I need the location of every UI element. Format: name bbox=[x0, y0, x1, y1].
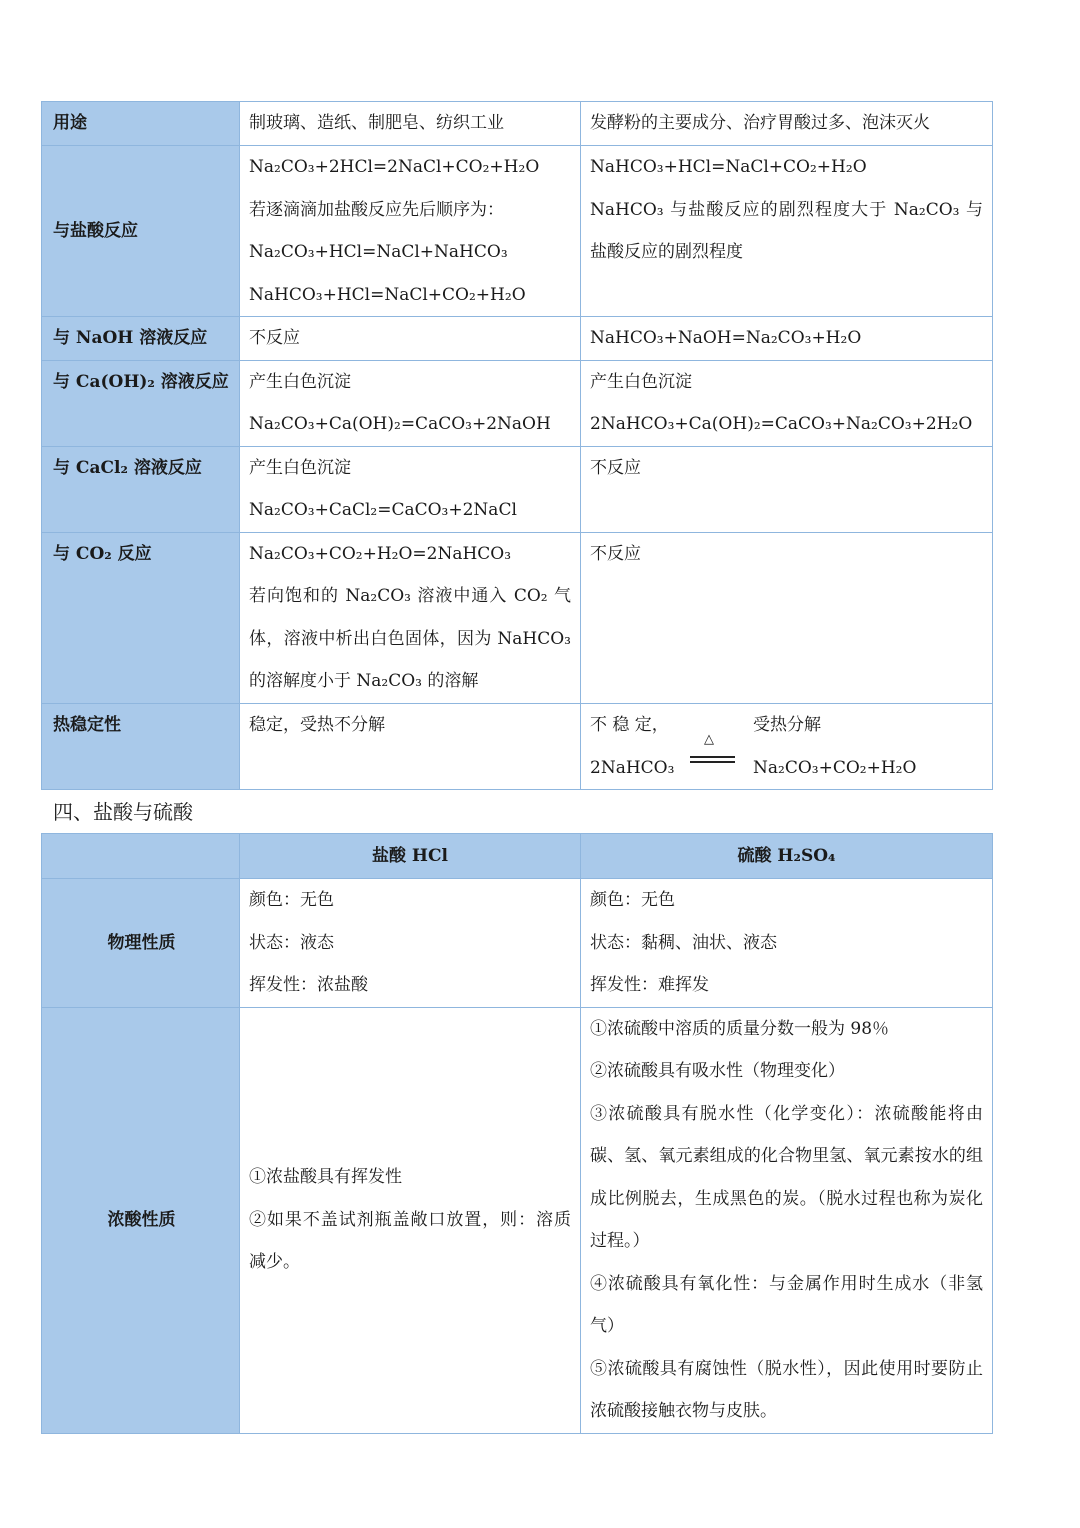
cell-left: 不反应 bbox=[240, 317, 581, 361]
table-row bbox=[42, 446, 993, 532]
cell-left: Na₂CO₃+CO₂+H₂O=2NaHCO₃ 若向饱和的 Na₂CO₃ 溶液中通入 CO₂ 气体，溶液中析出白色固体，因为 NaHCO₃ 的溶解度小于 Na₂CO₃ 的溶解 bbox=[240, 532, 581, 703]
cell-right: ①浓硫酸中溶质的质量分数一般为 98％ ②浓硫酸具有吸水性（物理变化） ③浓硫酸具有脱水性（化学变化）：浓硫酸能将由碳、氢、氧元素组成的化合物里氢、氧元素按水的组成比例脱去，生成黑色的炭。（脱水过程也称为炭化过程。） ④浓硫酸具有氧化性：与金属作用时生成水（非氢气） ⑤浓硫酸具有腐蚀性（脱水性），因此使用时要防止浓硫酸接触衣物与皮肤。 bbox=[581, 1007, 993, 1433]
row-label: 浓酸性质 bbox=[42, 1007, 240, 1433]
heat-triangle-icon: △ bbox=[704, 731, 714, 747]
header-hcl: 盐酸 HCl bbox=[240, 834, 581, 879]
cell-right: 产生白色沉淀 2NaHCO₃+Ca(OH)₂=CaCO₃+Na₂CO₃+2H₂O bbox=[581, 360, 993, 446]
header-cell-empty bbox=[42, 834, 240, 879]
row-label: 与 Ca(OH)₂ 溶液反应 bbox=[42, 360, 240, 446]
row-label: 与盐酸反应 bbox=[42, 146, 240, 317]
row-label: 热稳定性 bbox=[42, 703, 240, 789]
table-header-row bbox=[42, 834, 993, 879]
cell-left: 制玻璃、造纸、制肥皂、纺织工业 bbox=[240, 102, 581, 146]
double-equals-sign bbox=[690, 756, 735, 763]
cell-right: NaHCO₃+NaOH=Na₂CO₃+H₂O bbox=[581, 317, 993, 361]
cell-right: 发酵粉的主要成分、治疗胃酸过多、泡沫灭火 bbox=[581, 102, 993, 146]
table-row bbox=[42, 532, 993, 703]
table-row bbox=[42, 146, 993, 317]
cell-left: 产生白色沉淀 Na₂CO₃+Ca(OH)₂=CaCO₃+2NaOH bbox=[240, 360, 581, 446]
cell-right: 不反应 bbox=[581, 446, 993, 532]
decomposition-equation: 不 稳 定， 受热分解 2NaHCO₃ △ Na₂CO₃+CO₂+H₂O bbox=[590, 714, 917, 778]
cell-left: 稳定，受热不分解 bbox=[240, 703, 581, 789]
cell-left: ①浓盐酸具有挥发性 ②如果不盖试剂瓶盖敞口放置，则：溶质减少。 bbox=[240, 1007, 581, 1433]
acid-comparison-table bbox=[41, 833, 993, 1434]
table-row bbox=[42, 703, 993, 789]
cell-left: Na₂CO₃+2HCl=2NaCl+CO₂+H₂O 若逐滴滴加盐酸反应先后顺序为： Na₂CO₃+HCl=NaCl+NaHCO₃ NaHCO₃+HCl=NaCl+CO₂+H₂O bbox=[240, 146, 581, 317]
row-label: 物理性质 bbox=[42, 879, 240, 1008]
cell-right: 颜色：无色 状态：黏稠、油状、液态 挥发性：难挥发 bbox=[581, 879, 993, 1008]
cell-left: 颜色：无色 状态：液态 挥发性：浓盐酸 bbox=[240, 879, 581, 1008]
table-row bbox=[42, 360, 993, 446]
header-h2so4: 硫酸 H₂SO₄ bbox=[581, 834, 993, 879]
table-row bbox=[42, 1007, 993, 1433]
row-label: 与 NaOH 溶液反应 bbox=[42, 317, 240, 361]
sodium-carbonate-comparison-table bbox=[41, 101, 993, 790]
row-label: 与 CO₂ 反应 bbox=[42, 532, 240, 703]
cell-right: 不反应 bbox=[581, 532, 993, 703]
cell-right: NaHCO₃+HCl=NaCl+CO₂+H₂O NaHCO₃ 与盐酸反应的剧烈程度大于 Na₂CO₃ 与盐酸反应的剧烈程度 bbox=[581, 146, 993, 317]
cell-right bbox=[581, 703, 993, 789]
section-title: 四、盐酸与硫酸 bbox=[53, 800, 193, 824]
table-row bbox=[42, 102, 993, 146]
row-label: 与 CaCl₂ 溶液反应 bbox=[42, 446, 240, 532]
cell-left: 产生白色沉淀 Na₂CO₃+CaCl₂=CaCO₃+2NaCl bbox=[240, 446, 581, 532]
table-row bbox=[42, 879, 993, 1008]
table-row bbox=[42, 317, 993, 361]
row-label: 用途 bbox=[42, 102, 240, 146]
